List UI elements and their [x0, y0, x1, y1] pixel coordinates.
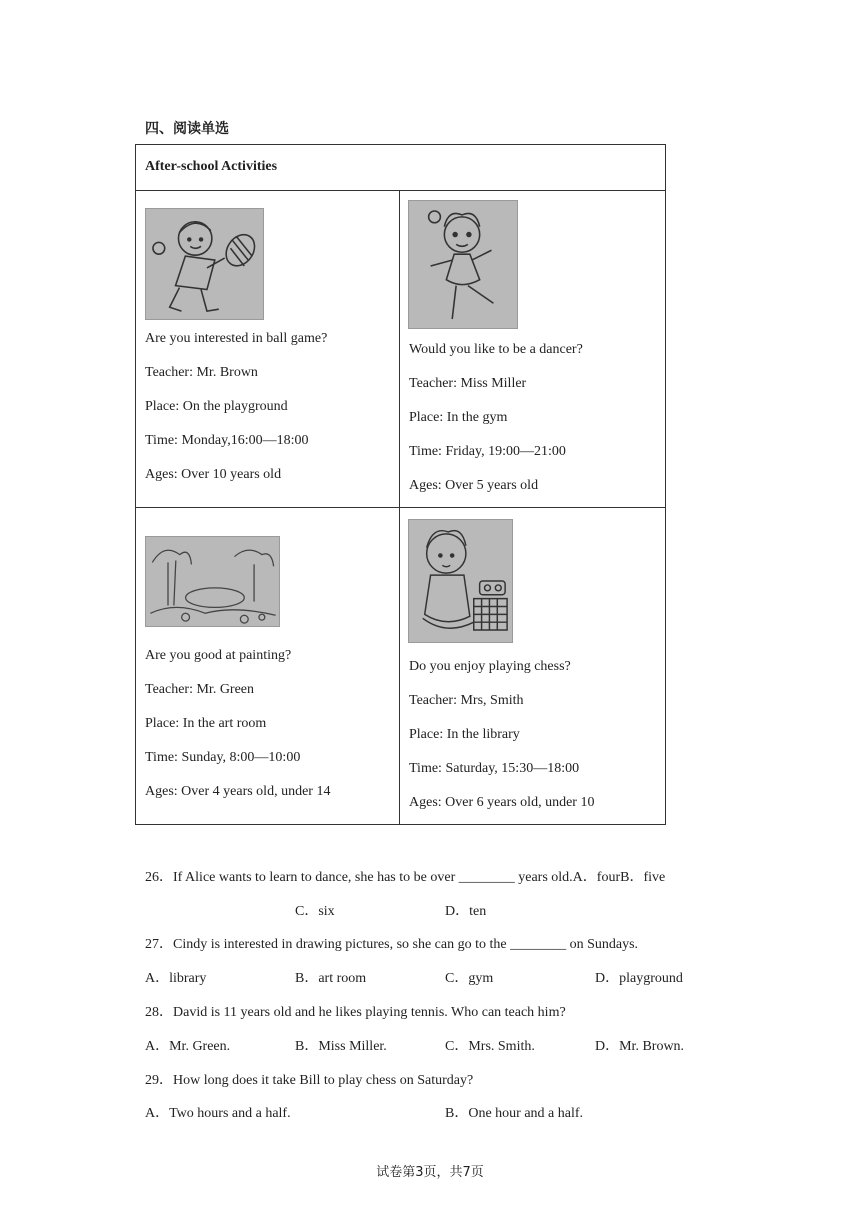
activity-cell-chess [400, 508, 666, 825]
activity-teacher: Teacher: Mrs, Smith [409, 693, 524, 708]
option-a[interactable]: A．Mr. Green. [145, 1039, 231, 1054]
chess-boy-picture [408, 519, 513, 643]
option-d[interactable]: D．ten [445, 904, 487, 919]
question-26 [145, 866, 665, 886]
option-b[interactable]: B．art room [295, 971, 367, 986]
activity-place: Place: On the playground [145, 399, 288, 414]
option-d[interactable]: D．Mr. Brown. [595, 1039, 685, 1054]
landscape-painting-picture [145, 536, 280, 627]
activities-table [135, 144, 666, 825]
activity-cell-painting [136, 508, 400, 825]
activity-ages: Ages: Over 5 years old [409, 478, 539, 493]
question-28: 28．David is 11 years old and he likes playing tennis. Who can teach him? [145, 1005, 566, 1020]
question-27: 27．Cindy is interested in drawing pictures, so she can go to the ________ on Sundays. [145, 937, 639, 952]
option-a[interactable]: A．library [145, 971, 207, 986]
activity-ages: Ages: Over 4 years old, under 14 [145, 784, 331, 799]
dancing-girl-picture [408, 200, 518, 329]
option-c[interactable]: C．Mrs. Smith. [445, 1039, 535, 1054]
option-c[interactable]: C．six [295, 904, 335, 919]
tennis-boy-picture [145, 208, 264, 320]
option-c[interactable]: C．gym [445, 971, 494, 986]
activity-teacher: Teacher: Mr. Brown [145, 365, 258, 380]
activity-cell-dance [400, 191, 666, 508]
option-a[interactable]: A．Two hours and a half. [145, 1106, 291, 1121]
activity-cell-ball-game [136, 191, 400, 508]
question-29: 29．How long does it take Bill to play chess on Saturday? [145, 1073, 474, 1088]
activity-question: Are you good at painting? [145, 648, 292, 663]
table-header-cell [136, 145, 666, 191]
activity-question: Do you enjoy playing chess? [409, 659, 571, 674]
table-title: After-school Activities [145, 159, 278, 174]
page-footer: 试卷第3页，共7页 [376, 1165, 484, 1180]
option-d[interactable]: D．playground [595, 971, 683, 986]
activity-time: Time: Friday, 19:00—21:00 [409, 444, 566, 459]
activity-ages: Ages: Over 6 years old, under 10 [409, 795, 595, 810]
option-b[interactable]: B．One hour and a half. [445, 1106, 584, 1121]
activity-question: Would you like to be a dancer? [409, 342, 583, 357]
option-b[interactable]: B．five [620, 870, 666, 885]
activity-time: Time: Monday,16:00—18:00 [145, 433, 309, 448]
option-a[interactable]: A．four [572, 870, 621, 885]
activity-question: Are you interested in ball game? [145, 331, 328, 346]
section-title: 四、阅读单选 [145, 121, 229, 137]
activity-time: Time: Sunday, 8:00—10:00 [145, 750, 301, 765]
activity-teacher: Teacher: Mr. Green [145, 682, 255, 697]
activity-time: Time: Saturday, 15:30—18:00 [409, 761, 580, 776]
activity-place: Place: In the library [409, 727, 520, 742]
activity-place: Place: In the art room [145, 716, 267, 731]
option-b[interactable]: B．Miss Miller. [295, 1039, 387, 1054]
question-stem: 26．If Alice wants to learn to dance, she has to be over ________ years old. [145, 870, 573, 885]
activity-teacher: Teacher: Miss Miller [409, 376, 527, 391]
activity-ages: Ages: Over 10 years old [145, 467, 282, 482]
activity-place: Place: In the gym [409, 410, 508, 425]
